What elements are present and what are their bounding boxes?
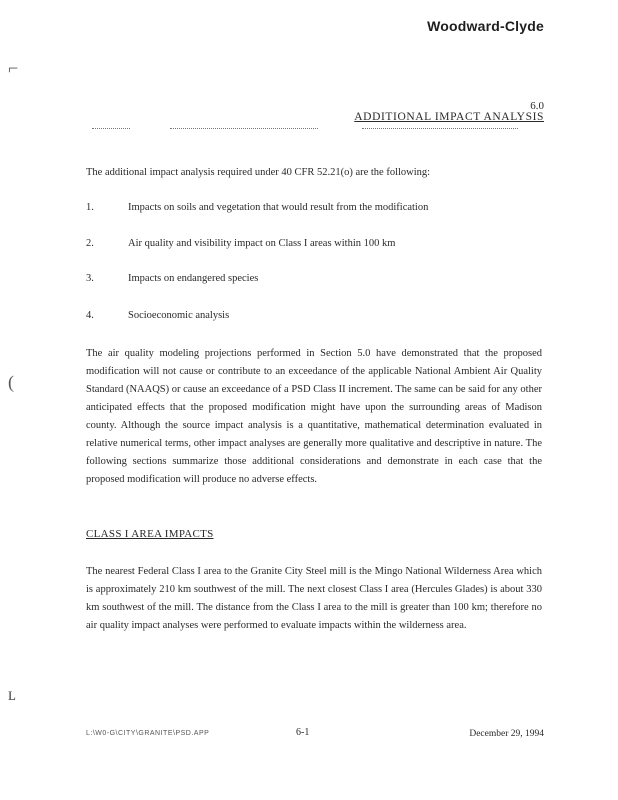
page-number: 6-1 — [296, 727, 310, 738]
list-item — [86, 310, 546, 321]
scan-artifact-mark: ʟ — [8, 684, 16, 704]
scan-artifact-mark: ( — [8, 372, 14, 392]
document-id: L:\W0-G\CITY\GRANITE\PSD.APP — [86, 730, 210, 737]
list-item-text: Air quality and visibility impact on Class I areas within 100 km — [128, 238, 396, 249]
list-item — [86, 238, 546, 249]
section-number: 6.0 — [530, 100, 544, 112]
list-item-number: 3. — [86, 273, 94, 284]
document-date: December 29, 1994 — [469, 729, 544, 739]
list-item-text: Impacts on endangered species — [128, 273, 259, 284]
header-rule — [362, 128, 518, 129]
list-item-number: 1. — [86, 202, 94, 213]
body-paragraph: The air quality modeling projections performed in Section 5.0 have demonstrated that the proposed modification will not cause or contribute to an exceedance of the applicable National Ambient Air Quality Standard (NAAQS) or cause an exceedance of a PSD Class II increment. The same can be said for any other anticipated effects that the proposed modification might have upon the surrounding areas of Madison county. Although the source impact analysis is a quantitative, mathematical determination evaluated in relative numerical terms, other impact analyses are generally more qualitative and descriptive in nature. The following sections summarize those additional considerations and demonstrate in each case that the proposed modification will produce no adverse effects. — [86, 348, 542, 485]
intro-text: The additional impact analysis required under 40 CFR 52.21(o) are the following: — [86, 167, 431, 178]
scan-artifact-mark: ⌐ — [8, 58, 19, 78]
body-paragraph: The nearest Federal Class I area to the Granite City Steel mill is the Mingo National Wilderness Area which is approximately 210 km southwest of the mill. The next closest Class I area (Hercules Glades) is about 330 km southwest of the mill. The distance from the Class I area to the mill is greater than 100 km; therefore no air quality impact analyses were performed to evaluate impacts within the wilderness area. — [86, 566, 542, 631]
list-item-number: 4. — [86, 310, 94, 321]
list-item — [86, 202, 546, 213]
company-logo-text: Woodward-Clyde — [427, 18, 544, 34]
header-rule — [92, 128, 130, 129]
list-item-text: Impacts on soils and vegetation that would result from the modification — [128, 202, 429, 213]
header-rule — [170, 128, 318, 129]
list-item — [86, 273, 546, 284]
section-title: ADDITIONAL IMPACT ANALYSIS — [354, 111, 544, 123]
list-item-number: 2. — [86, 238, 94, 249]
section-heading: CLASS I AREA IMPACTS — [86, 528, 214, 540]
list-item-text: Socioeconomic analysis — [128, 310, 230, 321]
